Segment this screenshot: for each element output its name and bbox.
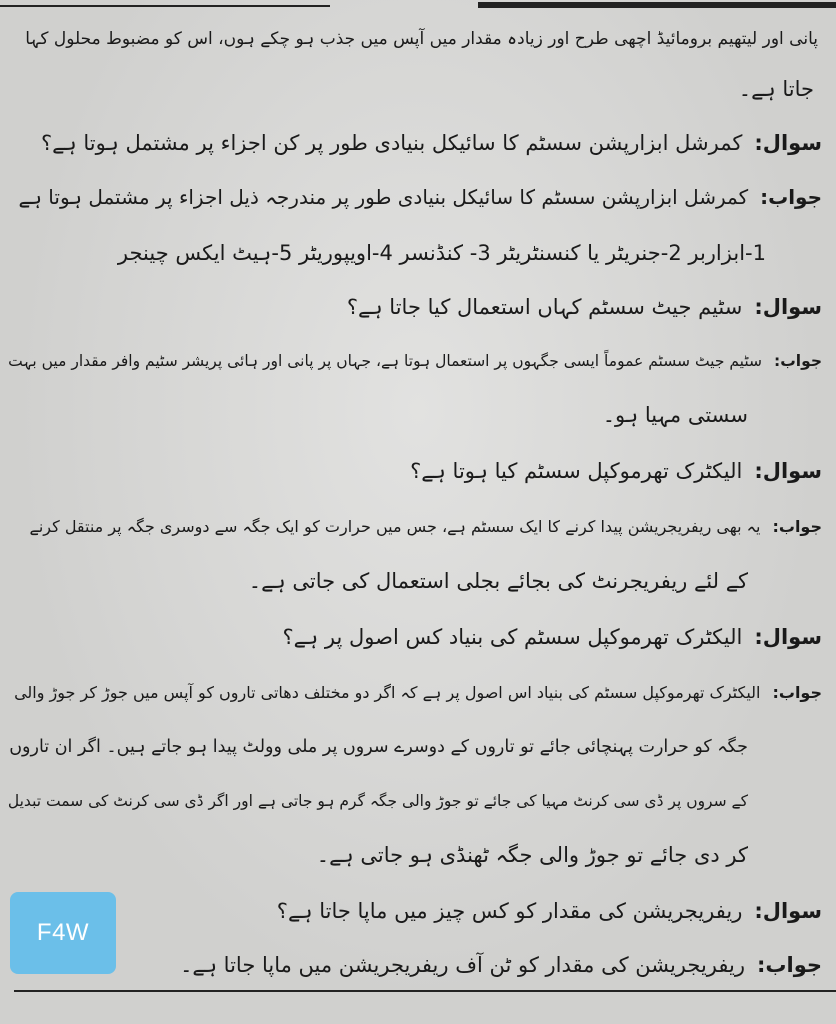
- component-list: 1-ابزاربر 2-جنریٹر یا کنسنٹریٹر 3- کنڈنسر 4-اویپوریٹر 5-ہیٹ ایکس چینجر: [117, 241, 766, 265]
- answer-label: جواب:: [757, 953, 822, 977]
- answer-text: ریفریجریشن کی مقدار کو ٹن آف ریفریجریشن میں ماپا جاتا ہے۔: [180, 953, 745, 977]
- watermark-badge: [10, 892, 116, 974]
- answer-text: سٹیم جیٹ سسٹم عموماً ایسی جگہوں پر استعمال ہوتا ہے، جہاں پر پانی اور ہائی پریشر سٹیم وافر مقدار میں بہت: [8, 352, 763, 370]
- answer-4: [14, 678, 822, 708]
- question-text: سٹیم جیٹ سسٹم کہاں استعمال کیا جاتا ہے؟: [346, 295, 743, 319]
- question-2: [347, 292, 822, 322]
- answer-continuation: کے سروں پر ڈی سی کرنٹ مہیا کی جائے تو جوڑ والی جگہ گرم ہو جاتی ہے اور اگر ڈی سی کرنٹ کی سمت تبدیل: [7, 792, 748, 810]
- question-label: سوال:: [754, 459, 822, 483]
- watermark-text: F4W: [36, 919, 90, 946]
- answer-3: [29, 512, 822, 542]
- question-text: الیکٹرک تھرموکپل سسٹم کیا ہوتا ہے؟: [410, 459, 743, 483]
- answer-label: جواب:: [772, 517, 822, 536]
- answer-label: جواب:: [772, 683, 822, 702]
- question-4: [282, 622, 822, 652]
- answer-continuation: کے لئے ریفریجرنٹ کی بجائے بجلی استعمال کی جاتی ہے۔: [248, 569, 748, 593]
- answer-text: الیکٹرک تھرموکپل سسٹم کی بنیاد اس اصول پر ہے کہ اگر دو مختلف دھاتی تاروں کو آپس میں جوڑ کر جوڑ والی: [14, 683, 761, 702]
- answer-label: جواب:: [760, 185, 822, 209]
- answer-text: کمرشل ابزارپشن سسٹم کا سائیکل بنیادی طور پر مندرجہ ذیل اجزاء پر مشتمل ہوتا ہے: [18, 185, 749, 209]
- question-5: [277, 896, 822, 926]
- top-rule-left: [0, 5, 330, 7]
- question-1: [41, 128, 822, 158]
- answer-label: جواب:: [774, 352, 822, 370]
- answer-1: [18, 182, 822, 212]
- question-text: ریفریجریشن کی مقدار کو کس چیز میں ماپا جاتا ہے؟: [276, 899, 743, 923]
- question-label: سوال:: [754, 899, 822, 923]
- bottom-rule: [14, 990, 836, 992]
- answer-text: یہ بھی ریفریجریشن پیدا کرنے کا ایک سسٹم ہے، جس میں حرارت کو ایک جگہ سے دوسری جگہ پر منتقل کرنے: [29, 517, 761, 536]
- question-3: [410, 456, 822, 486]
- question-text: الیکٹرک تھرموکپل سسٹم کی بنیاد کس اصول پر ہے؟: [282, 625, 743, 649]
- answer-5: [180, 950, 822, 980]
- paragraph-line: پانی اور لیتھیم برومائیڈ اچھی طرح اور زیادہ مقدار میں آپس میں جذب ہو چکے ہوں، اس کو مضبوط محلول کہا: [25, 29, 818, 49]
- answer-2: [8, 346, 822, 376]
- answer-continuation: کر دی جائے تو جوڑ والی جگہ ٹھنڈی ہو جاتی ہے۔: [316, 843, 748, 867]
- answer-continuation: جگہ کو حرارت پہنچائی جائے تو تاروں کے دوسرے سروں پر ملی وولٹ پیدا ہو جاتے ہیں۔ اگر ان تاروں: [9, 737, 748, 757]
- question-text: کمرشل ابزارپشن سسٹم کا سائیکل بنیادی طور پر کن اجزاء پر مشتمل ہوتا ہے؟: [40, 131, 743, 155]
- answer-continuation: سستی مہیا ہو۔: [602, 403, 748, 427]
- top-rule-right: [478, 2, 836, 8]
- question-label: سوال:: [754, 295, 822, 319]
- question-label: سوال:: [754, 625, 822, 649]
- question-label: سوال:: [754, 131, 822, 155]
- paragraph-line: جاتا ہے۔: [738, 77, 814, 101]
